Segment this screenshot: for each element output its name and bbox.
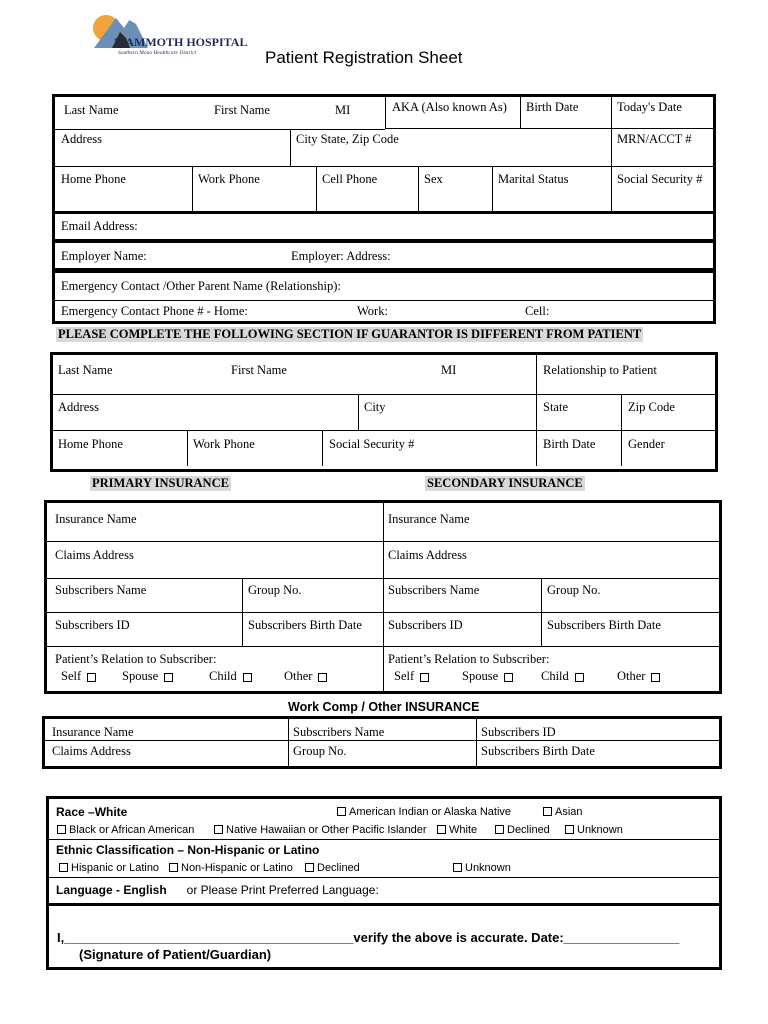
workcomp-title: Work Comp / Other INSURANCE bbox=[288, 700, 480, 714]
patient-last-name-label[interactable]: Last Name bbox=[64, 103, 119, 117]
secondary-subscribers-name-label[interactable]: Subscribers Name bbox=[388, 583, 480, 597]
employer-name-label[interactable]: Employer Name: bbox=[61, 249, 147, 263]
race-white-option[interactable] bbox=[437, 824, 477, 836]
guarantor-zip-label[interactable]: Zip Code bbox=[628, 400, 675, 414]
secondary-subscribers-birth-label[interactable]: Subscribers Birth Date bbox=[547, 618, 661, 632]
guarantor-first-name-label[interactable]: First Name bbox=[231, 363, 287, 377]
ethnic-declined-option[interactable] bbox=[305, 862, 360, 874]
checkbox-icon[interactable] bbox=[575, 673, 584, 682]
secondary-group-no-label[interactable]: Group No. bbox=[547, 583, 601, 597]
patient-address-label[interactable]: Address bbox=[55, 129, 291, 167]
workcomp-section bbox=[42, 716, 722, 769]
race-label: Race bbox=[56, 805, 85, 819]
primary-self-label: Self bbox=[61, 669, 82, 683]
primary-other-option[interactable] bbox=[284, 669, 327, 684]
race-default: –White bbox=[84, 805, 128, 819]
race-unknown-label: Unknown bbox=[577, 824, 623, 836]
workcomp-subscribers-birth-label[interactable]: Subscribers Birth Date bbox=[481, 744, 595, 758]
guarantor-relationship-label[interactable]: Relationship to Patient bbox=[543, 363, 657, 377]
insurance-section bbox=[44, 500, 722, 694]
primary-insurance-name-label[interactable]: Insurance Name bbox=[55, 512, 137, 526]
signature-line[interactable]: I,________________________________________verify the above is accurate. Date:________________ bbox=[57, 930, 680, 945]
signature-caption: (Signature of Patient/Guardian) bbox=[79, 947, 272, 962]
checkbox-icon[interactable] bbox=[57, 825, 66, 834]
workcomp-insurance-name-label[interactable]: Insurance Name bbox=[52, 725, 134, 739]
primary-child-label: Child bbox=[209, 669, 237, 683]
primary-subscribers-name-label[interactable]: Subscribers Name bbox=[55, 583, 147, 597]
primary-other-label: Other bbox=[284, 669, 313, 683]
guarantor-notice: PLEASE COMPLETE THE FOLLOWING SECTION IF GUARANTOR IS DIFFERENT FROM PATIENT bbox=[58, 327, 642, 341]
checkbox-icon[interactable] bbox=[651, 673, 660, 682]
race-declined-label: Declined bbox=[507, 824, 550, 836]
guarantor-ssn-label[interactable]: Social Security # bbox=[329, 437, 415, 451]
secondary-self-option[interactable] bbox=[394, 669, 429, 684]
demographics-section bbox=[46, 796, 722, 970]
checkbox-icon[interactable] bbox=[453, 863, 462, 872]
ethnic-unknown-option[interactable] bbox=[453, 862, 511, 874]
emergency-home-label[interactable]: Emergency Contact Phone # - Home: bbox=[61, 304, 248, 318]
primary-subscribers-birth-label[interactable]: Subscribers Birth Date bbox=[248, 618, 362, 632]
patient-work-phone-label[interactable]: Work Phone bbox=[192, 166, 317, 211]
guarantor-work-phone-label[interactable]: Work Phone bbox=[193, 437, 255, 451]
race-asian-option[interactable] bbox=[543, 806, 583, 818]
checkbox-icon[interactable] bbox=[87, 673, 96, 682]
checkbox-icon[interactable] bbox=[420, 673, 429, 682]
hospital-logo bbox=[90, 8, 248, 63]
guarantor-last-name-label[interactable]: Last Name bbox=[58, 363, 113, 377]
email-label[interactable]: Email Address: bbox=[61, 219, 138, 233]
checkbox-icon[interactable] bbox=[243, 673, 252, 682]
checkbox-icon[interactable] bbox=[164, 673, 173, 682]
ethnic-row bbox=[56, 843, 319, 857]
checkbox-icon[interactable] bbox=[565, 825, 574, 834]
patient-ssn-label[interactable]: Social Security # bbox=[617, 172, 703, 186]
patient-home-phone-label[interactable]: Home Phone bbox=[55, 166, 193, 211]
secondary-child-option[interactable] bbox=[541, 669, 584, 684]
emergency-cell-label[interactable]: Cell: bbox=[525, 304, 550, 318]
ethnic-default: – Non-Hispanic or Latino bbox=[174, 843, 320, 857]
guarantor-gender-label[interactable]: Gender bbox=[628, 437, 665, 451]
secondary-other-option[interactable] bbox=[617, 669, 660, 684]
race-black-label: Black or African American bbox=[69, 824, 195, 836]
logo-name: MAMMOTH HOSPITAL bbox=[114, 35, 248, 49]
workcomp-subscribers-name-label[interactable]: Subscribers Name bbox=[293, 725, 385, 739]
secondary-subscribers-id-label[interactable]: Subscribers ID bbox=[388, 618, 463, 632]
emergency-row bbox=[52, 270, 716, 324]
secondary-self-label: Self bbox=[394, 669, 415, 683]
secondary-relation-label: Patient’s Relation to Subscriber: bbox=[388, 652, 550, 666]
language-other-label: or Please Print Preferred Language: bbox=[186, 883, 379, 897]
secondary-insurance-name-label[interactable]: Insurance Name bbox=[388, 512, 470, 526]
checkbox-icon[interactable] bbox=[437, 825, 446, 834]
checkbox-icon[interactable] bbox=[543, 807, 552, 816]
secondary-spouse-label: Spouse bbox=[462, 669, 499, 683]
patient-todays-date-label[interactable]: Today's Date bbox=[611, 97, 713, 129]
primary-group-no-label[interactable]: Group No. bbox=[248, 583, 302, 597]
primary-insurance-title: PRIMARY INSURANCE bbox=[92, 476, 229, 490]
patient-mrn-label[interactable]: MRN/ACCT # bbox=[611, 129, 713, 167]
guarantor-city-label[interactable]: City bbox=[364, 400, 386, 414]
race-row bbox=[56, 805, 127, 819]
ethnic-non-hispanic-label: Non-Hispanic or Latino bbox=[181, 862, 293, 874]
race-american-indian-option[interactable] bbox=[337, 806, 511, 818]
workcomp-group-no-label[interactable]: Group No. bbox=[293, 744, 347, 758]
ethnic-label: Ethnic Classification bbox=[56, 843, 175, 857]
patient-first-name-label[interactable]: First Name bbox=[214, 103, 270, 117]
race-hawaiian-label: Native Hawaiian or Other Pacific Islander bbox=[226, 824, 427, 836]
checkbox-icon[interactable] bbox=[59, 863, 68, 872]
patient-cell-phone-label[interactable]: Cell Phone bbox=[316, 166, 419, 211]
ethnic-hispanic-label: Hispanic or Latino bbox=[71, 862, 160, 874]
patient-sex-label[interactable]: Sex bbox=[418, 166, 493, 211]
page-title: Patient Registration Sheet bbox=[265, 48, 463, 67]
language-default: - English bbox=[112, 883, 167, 897]
primary-claims-address-label[interactable]: Claims Address bbox=[55, 548, 134, 562]
primary-subscribers-id-label[interactable]: Subscribers ID bbox=[55, 618, 130, 632]
secondary-claims-address-label[interactable]: Claims Address bbox=[388, 548, 467, 562]
primary-spouse-option[interactable] bbox=[122, 669, 173, 684]
guarantor-address-label[interactable]: Address bbox=[58, 400, 99, 414]
secondary-child-label: Child bbox=[541, 669, 569, 683]
guarantor-mi-label[interactable]: MI bbox=[441, 363, 457, 377]
guarantor-home-phone-label[interactable]: Home Phone bbox=[58, 437, 123, 451]
patient-section bbox=[52, 94, 716, 214]
patient-birth-date-label[interactable]: Birth Date bbox=[520, 97, 612, 129]
primary-self-option[interactable] bbox=[61, 669, 96, 684]
checkbox-icon[interactable] bbox=[305, 863, 314, 872]
checkbox-icon[interactable] bbox=[504, 673, 513, 682]
logo-tagline: Southern Mono Healthcare District bbox=[118, 50, 197, 56]
checkbox-icon[interactable] bbox=[169, 863, 178, 872]
language-label: Language bbox=[56, 883, 113, 897]
emergency-contact-label[interactable]: Emergency Contact /Other Parent Name (Relationship): bbox=[61, 279, 341, 293]
race-declined-option[interactable] bbox=[495, 824, 550, 836]
checkbox-icon[interactable] bbox=[214, 825, 223, 834]
patient-mi-label[interactable]: MI bbox=[335, 103, 351, 117]
ethnic-declined-label: Declined bbox=[317, 862, 360, 874]
race-hawaiian-option[interactable] bbox=[214, 824, 427, 836]
ethnic-non-hispanic-option[interactable] bbox=[169, 862, 293, 874]
race-unknown-option[interactable] bbox=[565, 824, 623, 836]
guarantor-section bbox=[50, 352, 718, 472]
checkbox-icon[interactable] bbox=[337, 807, 346, 816]
employer-row bbox=[52, 240, 716, 271]
primary-relation-label: Patient’s Relation to Subscriber: bbox=[55, 652, 217, 666]
secondary-other-label: Other bbox=[617, 669, 646, 683]
race-american-indian-label: American Indian or Alaska Native bbox=[349, 806, 512, 818]
race-asian-label: Asian bbox=[555, 806, 583, 818]
race-black-option[interactable] bbox=[57, 824, 194, 836]
race-white-label: White bbox=[449, 824, 478, 836]
workcomp-subscribers-id-label[interactable]: Subscribers ID bbox=[481, 725, 556, 739]
primary-spouse-label: Spouse bbox=[122, 669, 159, 683]
employer-address-label[interactable]: Employer: Address: bbox=[291, 249, 391, 263]
ethnic-hispanic-option[interactable] bbox=[59, 862, 159, 874]
guarantor-state-label[interactable]: State bbox=[543, 400, 568, 414]
emergency-work-label[interactable]: Work: bbox=[357, 304, 388, 318]
workcomp-claims-address-label[interactable]: Claims Address bbox=[52, 744, 131, 758]
primary-child-option[interactable] bbox=[209, 669, 252, 684]
patient-marital-status-label[interactable]: Marital Status bbox=[492, 166, 612, 211]
patient-city-state-zip-label[interactable]: City State, Zip Code bbox=[290, 129, 612, 167]
ethnic-unknown-label: Unknown bbox=[465, 862, 511, 874]
language-row[interactable] bbox=[56, 883, 379, 897]
checkbox-icon[interactable] bbox=[495, 825, 504, 834]
secondary-insurance-title: SECONDARY INSURANCE bbox=[427, 476, 583, 490]
secondary-spouse-option[interactable] bbox=[462, 669, 513, 684]
guarantor-birth-date-label[interactable]: Birth Date bbox=[543, 437, 596, 451]
patient-aka-label[interactable]: AKA (Also known As) bbox=[385, 97, 521, 129]
email-row bbox=[52, 211, 716, 242]
checkbox-icon[interactable] bbox=[318, 673, 327, 682]
